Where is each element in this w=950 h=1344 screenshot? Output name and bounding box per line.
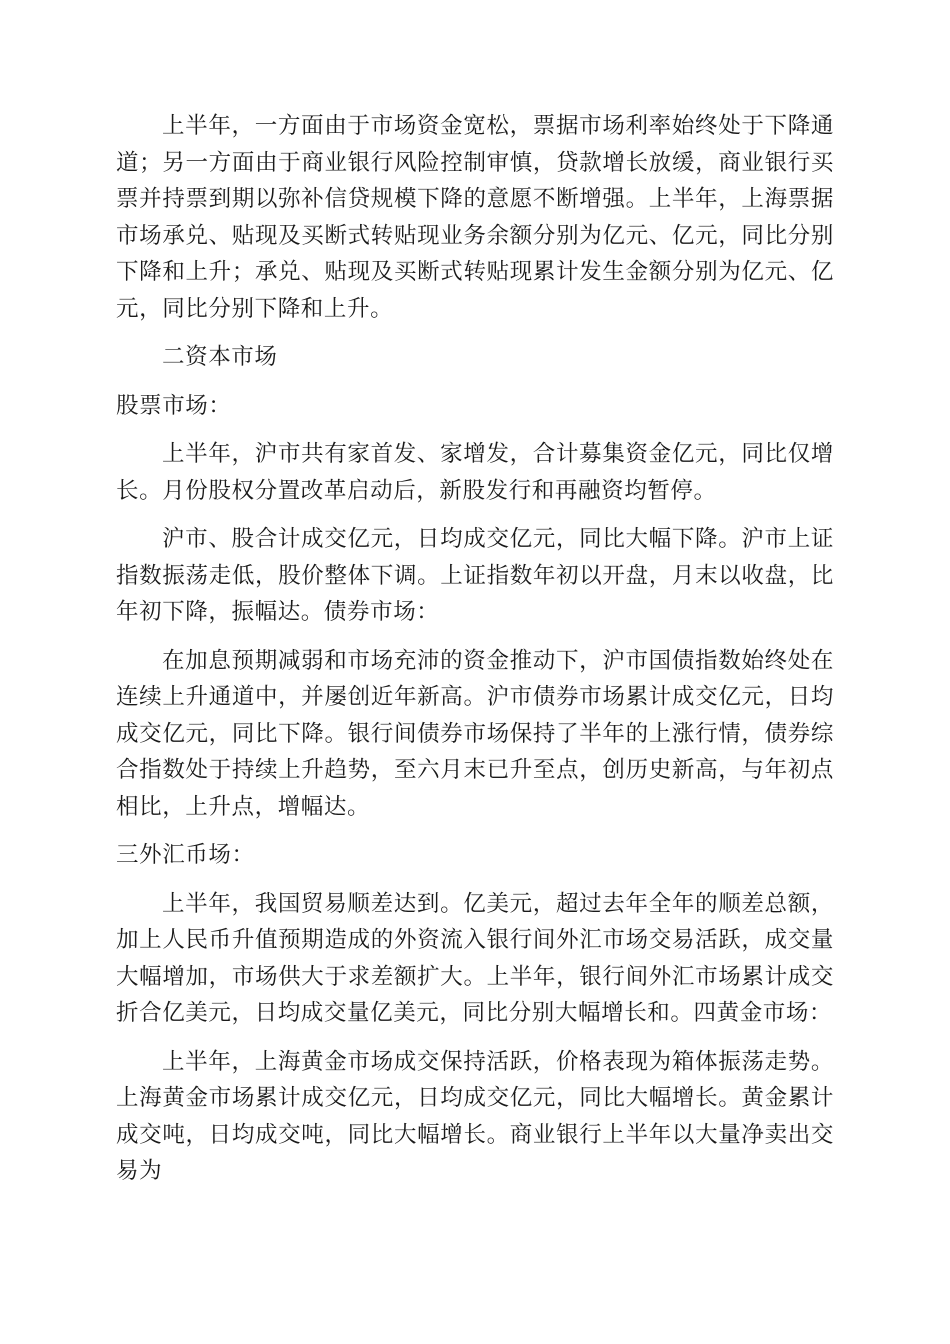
paragraph-gold: 上半年，上海黄金市场成交保持活跃，价格表现为箱体振荡走势。上海黄金市场累计成交亿元，日均成交亿元，同比大幅增长。黄金累计成交吨，日均成交吨，同比大幅增长。商业银行上半年以大量净卖出交易为 (116, 1048, 834, 1184)
paragraph-forex: 上半年，我国贸易顺差达到。亿美元，超过去年全年的顺差总额，加上人民币升值预期造成的外资流入银行间外汇市场交易活跃，成交量大幅增加，市场供大于求差额扩大。上半年，银行间外汇市场累计成交折合亿美元，日均成交量亿美元，同比分别大幅增长和。四黄金市场： (116, 890, 834, 1026)
heading-forex-market: 三外汇币场： (116, 842, 255, 868)
heading-capital-market: 二资本市场 (162, 344, 278, 370)
paragraph-bill-market: 上半年，一方面由于市场资金宽松，票据市场利率始终处于下降通道；另一方面由于商业银行风险控制审慎，贷款增长放缓，商业银行买票并持票到期以弥补信贷规模下降的意愿不断增强。上半年，上海票据市场承兑、贴现及买断式转贴现业务余额分别为亿元、亿元，同比分别下降和上升；承兑、贴现及买断式转贴现累计发生金额分别为亿元、亿元，同比分别下降和上升。 (116, 113, 834, 322)
paragraph-stock-trading: 沪市、股合计成交亿元，日均成交亿元，同比大幅下降。沪市上证指数振荡走低，股价整体下调。上证指数年初以开盘，月末以收盘，比年初下降，振幅达。债券市场： (116, 526, 834, 625)
paragraph-bond-market: 在加息预期减弱和市场充沛的资金推动下，沪市国债指数始终处在连续上升通道中，并屡创近年新高。沪市债券市场累计成交亿元，日均成交亿元，同比下降。银行间债券市场保持了半年的上涨行情，债券综合指数处于持续上升趋势，至六月末已升至点，创历史新高，与年初点相比，上升点，增幅达。 (116, 647, 834, 820)
paragraph-stock-issuance: 上半年，沪市共有家首发、家增发，合计募集资金亿元，同比仅增长。月份股权分置改革启动后，新股发行和再融资均暂停。 (116, 441, 834, 504)
heading-stock-market: 股票市场： (116, 392, 232, 419)
